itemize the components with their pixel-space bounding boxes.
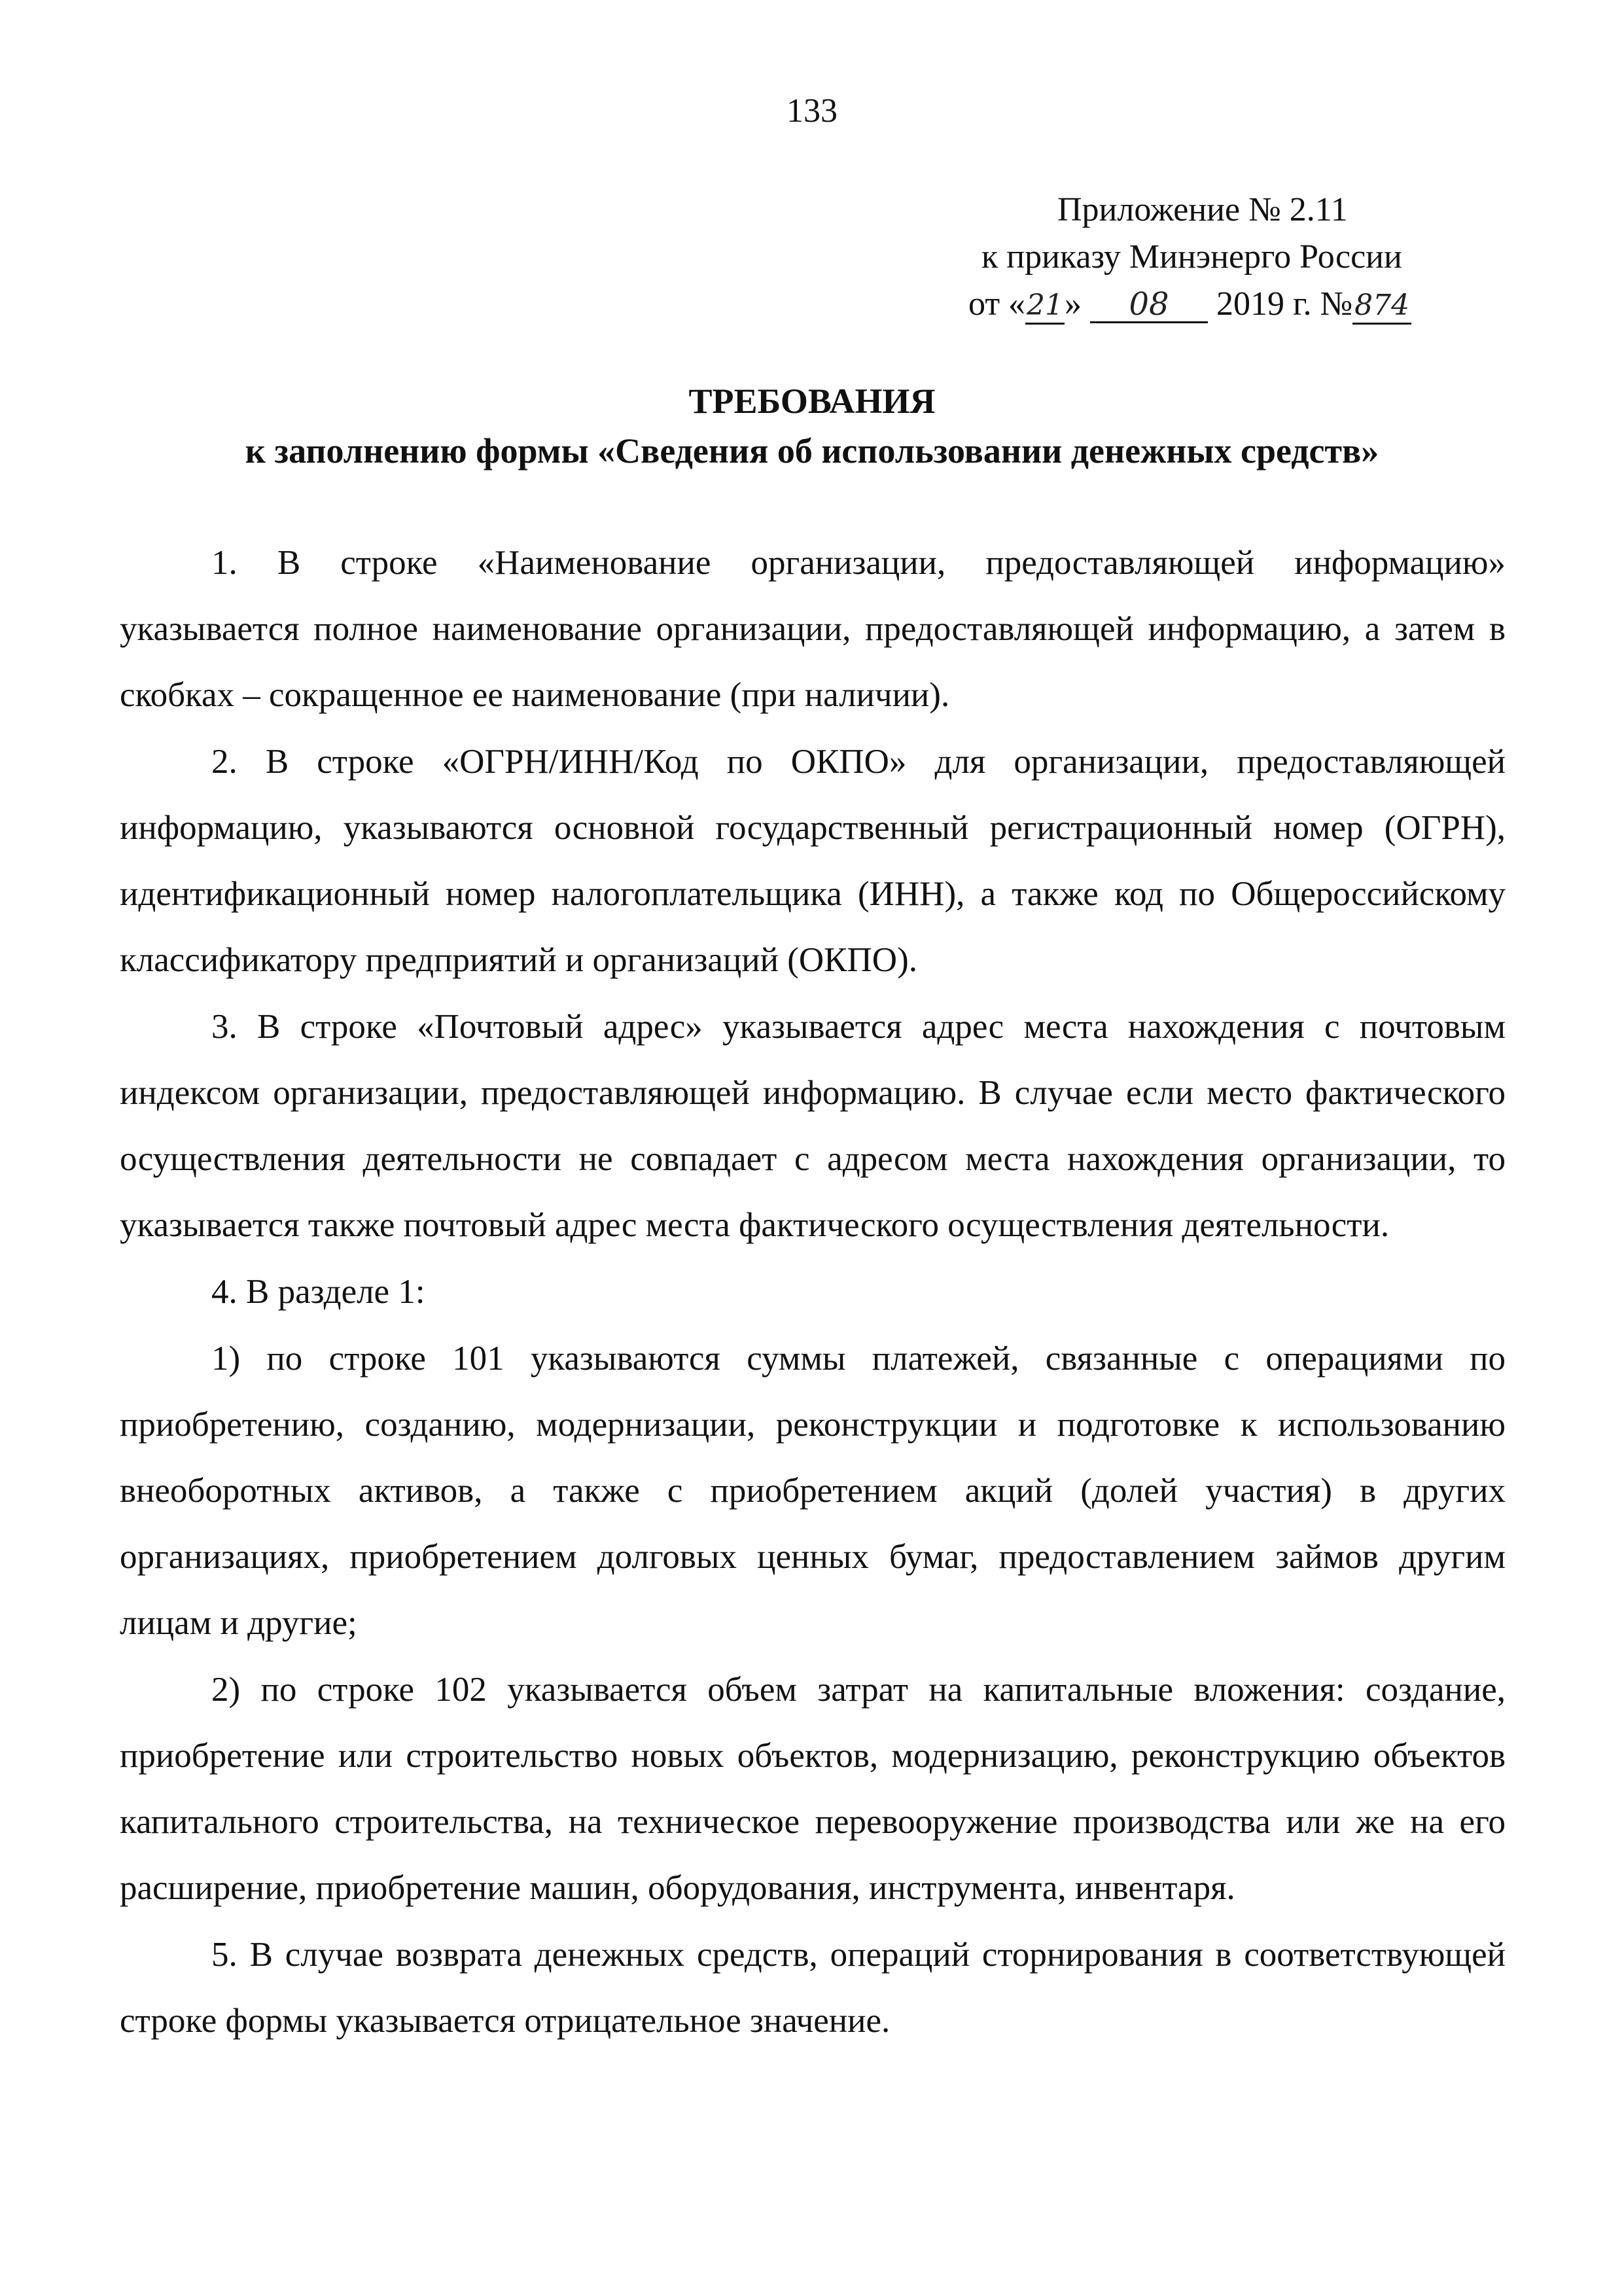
paragraph-5: 5. В случае возврата денежных средств, операций сторнирования в соответствующей строке формы указывается отрицательное значение. (120, 1936, 1506, 2040)
handwritten-order-number: 874 (1352, 289, 1411, 325)
handwritten-month: 08 (1090, 287, 1208, 323)
paragraph-2: 2. В строке «ОГРН/ИНН/Код по ОКПО» для организации, предоставляющей информацию, указываются основной государственный регистрационный номер (ОГРН), идентификационный номер налогоплательщика (ИНН), а также код по Общероссийскому классификатору предприятий и организаций (ОКПО). (120, 743, 1506, 979)
appendix-date-line (968, 281, 1505, 328)
handwritten-day: 21 (1025, 289, 1065, 325)
paragraph-4: 4. В разделе 1: (211, 1273, 425, 1311)
paragraph-4-item-1: 1) по строке 101 указываются суммы платежей, связанные с операциями по приобретению, созданию, модернизации, реконструкции и подготовке к использованию внеоборотных активов, а также с приобретением акций (долей участия) в других организациях, приобретением долговых ценных бумаг, предоставлением займов другим лицам и другие; (120, 1340, 1506, 1642)
paragraph-1: 1. В строке «Наименование организации, предоставляющей информацию» указывается полное наименование организации, предоставляющей информацию, а затем в скобках – сокращенное ее наименование (при наличии). (120, 544, 1506, 714)
appendix-order-reference: к приказу Минэнерго России (981, 238, 1402, 276)
document-body (120, 530, 1506, 2054)
date-prefix: от « (968, 285, 1026, 323)
date-year: 2019 г. № (1208, 285, 1353, 323)
paragraph-4-item-2: 2) по строке 102 указывается объем затрат на капитальные вложения: создание, приобретение или строительство новых объектов, модернизацию, реконструкцию объектов капитального строительства, на техническое перевооружение производства или же на его расширение, приобретение машин, оборудования, инструмента, инвентаря. (120, 1671, 1506, 1907)
title-heading: ТРЕБОВАНИЯ (688, 382, 936, 421)
appendix-title: Приложение № 2.11 (1057, 191, 1348, 228)
page-number: 133 (786, 92, 838, 130)
paragraph-3: 3. В строке «Почтовый адрес» указывается адрес места нахождения с почтовым индексом организации, предоставляющей информацию. В случае если место фактического осуществления деятельности не совпадает с адресом места нахождения организации, то указывается также почтовый адрес места фактического осуществления деятельности. (120, 1008, 1506, 1244)
document-title (0, 376, 1624, 476)
title-subheading: к заполнению формы «Сведения об использовании денежных средств» (245, 431, 1379, 471)
date-mid: » (1065, 285, 1091, 323)
appendix-block (968, 187, 1505, 328)
